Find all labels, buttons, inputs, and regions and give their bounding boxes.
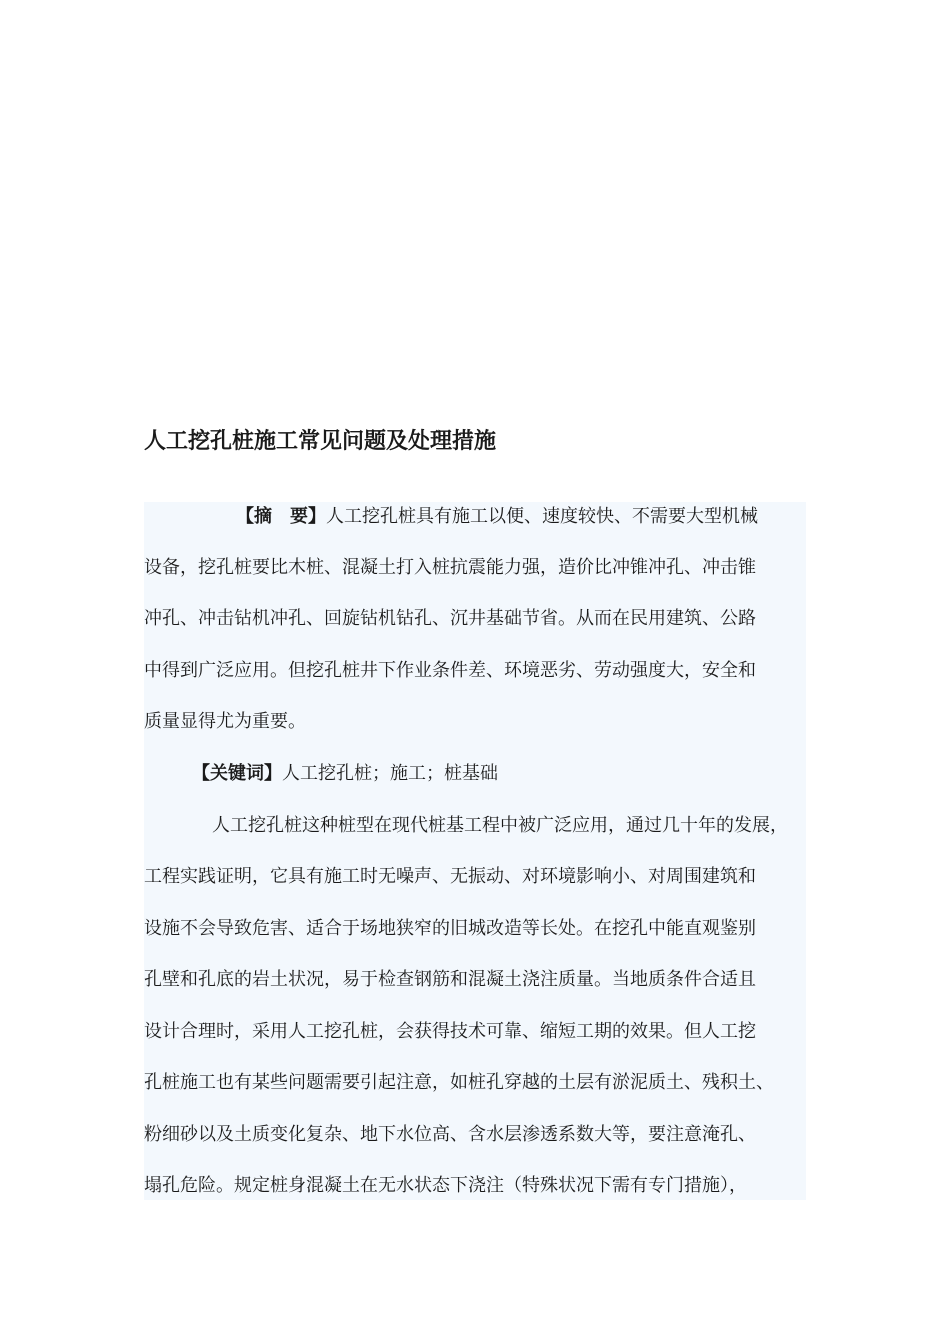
body-line-7: 粉细砂以及土质变化复杂、地下水位高、含水层渗透系数大等，要注意淹孔、 <box>144 1124 756 1145</box>
keywords-line <box>192 759 498 789</box>
body-line-8: 塌孔危险。规定桩身混凝土在无水状态下浇注（特殊状况下需有专门措施）， <box>144 1175 747 1196</box>
body-line-5: 设计合理时，采用人工挖孔桩，会获得技术可靠、缩短工期的效果。但人工挖 <box>144 1021 756 1042</box>
keywords-label: 【关键词】 <box>192 763 282 784</box>
body-line-3: 设施不会导致危害、适合于场地狭窄的旧城改造等长处。在挖孔中能直观鉴别 <box>144 918 756 939</box>
abstract-line-1 <box>236 502 758 532</box>
body-line-1: 人工挖孔桩这种桩型在现代桩基工程中被广泛应用，通过几十年的发展， <box>212 815 788 836</box>
abstract-line-5: 质量显得尤为重要。 <box>144 711 306 732</box>
abstract-line-3: 冲孔、冲击钻机冲孔、回旋钻机钻孔、沉井基础节省。从而在民用建筑、公路 <box>144 608 756 629</box>
page-title: 人工挖孔桩施工常见问题及处理措施 <box>144 428 497 454</box>
body-line-6: 孔桩施工也有某些问题需要引起注意，如桩孔穿越的土层有淤泥质土、残积土、 <box>144 1072 774 1093</box>
body-line-4: 孔壁和孔底的岩土状况，易于检查钢筋和混凝土浇注质量。当地质条件合适且 <box>144 969 756 990</box>
abstract-line-4: 中得到广泛应用。但挖孔桩井下作业条件差、环境恶劣、劳动强度大，安全和 <box>144 660 756 681</box>
body-line-2: 工程实践证明，它具有施工时无噪声、无振动、对环境影响小、对周围建筑和 <box>144 866 756 887</box>
keywords-text: 人工挖孔桩；施工；桩基础 <box>282 763 498 784</box>
abstract-text: 人工挖孔桩具有施工以便、速度较快、不需要大型机械 <box>326 506 758 527</box>
document-body <box>144 502 806 1200</box>
abstract-label: 【摘 要】 <box>236 506 326 527</box>
abstract-line-2: 设备，挖孔桩要比木桩、混凝土打入桩抗震能力强，造价比冲锥冲孔、冲击锥 <box>144 557 756 578</box>
